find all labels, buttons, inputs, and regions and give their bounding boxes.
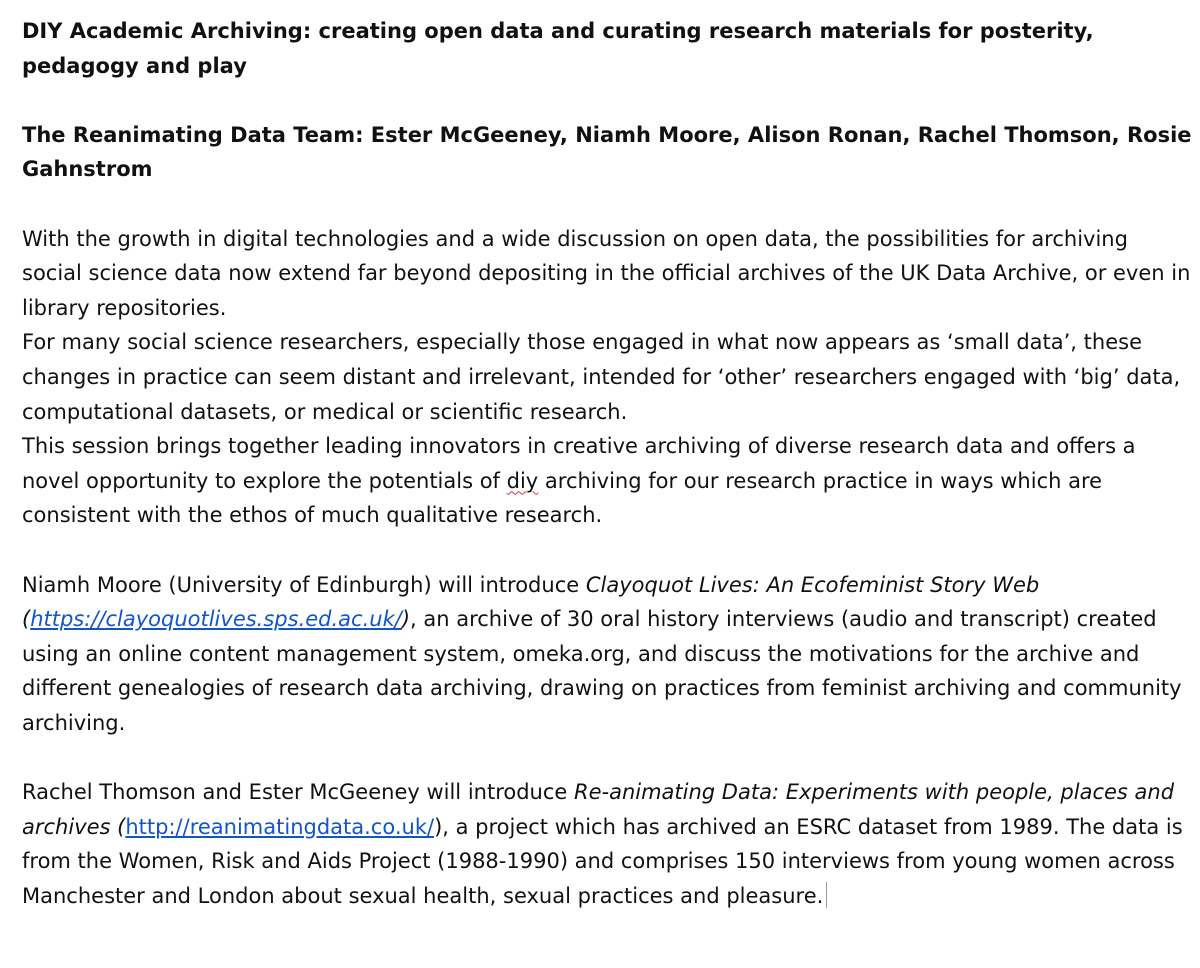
reanimating-link[interactable]: http://reanimatingdata.co.uk/ [125,814,435,839]
rachel-project-title: Re-animating Data: Experiments with people, places and archives [22,780,1175,839]
intro-paragraph-1: With the growth in digital technologies and a wide discussion on open data, the possibilities for archiving social science data now extend far beyond depositing in the official archives of the UK Data Archive, or even in library repositories. [22,226,1191,320]
document-title: DIY Academic Archiving: creating open data and curating research materials for posterity, pedagogy and play [22,19,1094,78]
niamh-lead: Niamh Moore (University of Edinburgh) will introduce [22,572,586,597]
niamh-paren-close: ) [401,607,411,632]
niamh-paragraph [22,568,1192,741]
intro-paragraph-2: For many social science researchers, especially those engaged in what now appears as ‘small data’, these changes in practice can seem distant and irrelevant, intended for ‘other’ researchers engaged with ‘big’ data, computational datasets, or medical or scientific research. [22,330,1181,424]
misspelled-word[interactable]: diy [506,468,539,493]
rachel-paren-open: ( [110,814,126,839]
text-cursor [826,882,827,908]
rachel-lead: Rachel Thomson and Ester McGeeney will introduce [22,780,574,805]
intro-p3-after: archiving for our research practice in ways which are consistent with the ethos of much qualitative research. [22,468,1103,528]
niamh-project-title: Clayoquot Lives: An Ecofeminist Story Web [585,572,1040,597]
team-line: The Reanimating Data Team: Ester McGeeney, Niamh Moore, Alison Ronan, Rachel Thomson, Rosie Gahnstrom [22,122,1192,182]
blank-line [22,187,1192,222]
intro-p3-before: This session brings together leading innovators in creative archiving of diverse research data and offers a novel opportunity to explore the potentials of [22,434,1136,493]
blank-line [22,740,1192,775]
document-body[interactable] [22,14,1192,913]
clayoquot-link[interactable]: https://clayoquotlives.sps.ed.ac.uk/ [30,607,402,632]
rachel-rest: , a project which has archived an ESRC dataset from 1989. The data is from the Women, Risk and Aids Project (1988-1990) and comprises 150 interviews from young women across Manchester and London about sexual health, sexual practices and pleasure. [22,814,1183,908]
blank-line [22,533,1192,568]
rachel-paren-close: ) [434,814,443,839]
niamh-rest: , an archive of 30 oral history interviews (audio and transcript) created using an online content management system, omeka.org, and discuss the motivations for the archive and different genealogies of research data archiving, drawing on practices from feminist archiving and community archiving. [22,607,1182,735]
intro-paragraph-3 [22,429,1192,533]
rachel-paragraph [22,775,1192,913]
blank-line [22,83,1192,118]
niamh-paren-open: ( [22,607,31,632]
